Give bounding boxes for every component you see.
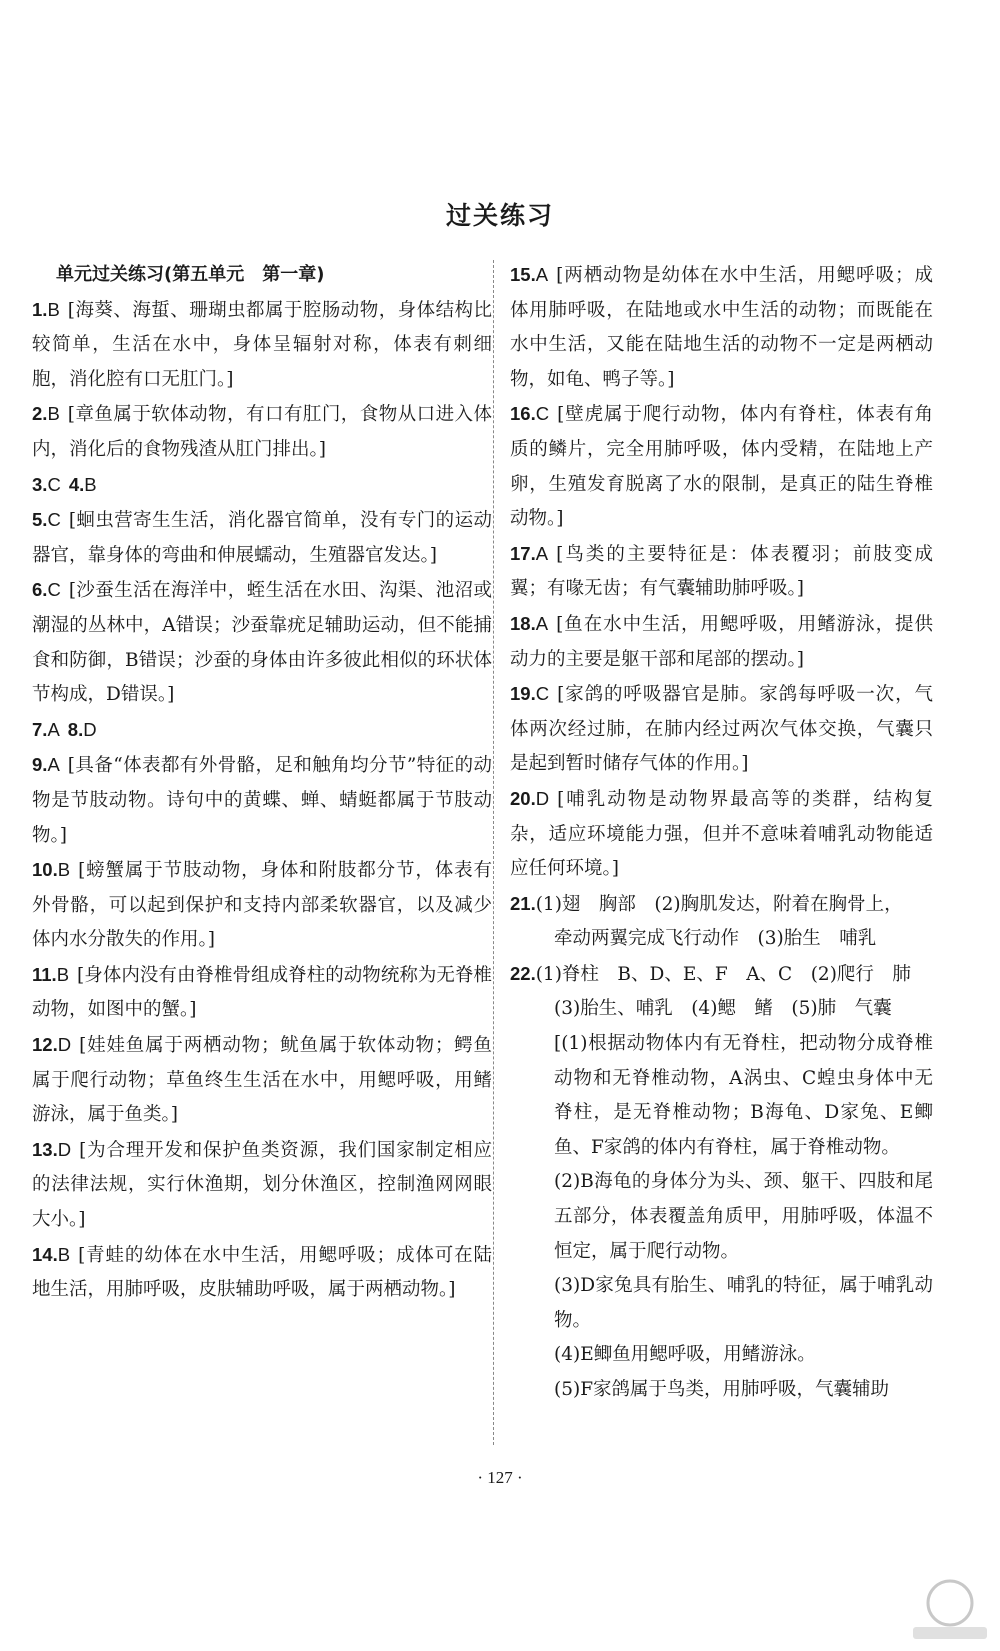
answer-item-22: 22.(1)脊柱 B、D、E、F A、C (2)爬行 肺 — [510, 962, 911, 985]
answer-item-15: 15.A [两栖动物是幼体在水中生活，用鳃呼吸；成体用肺呼吸，在陆地或水中生活的动物；而既能在水中生活，又能在陆地生活的动物不一定是两栖动物，如龟、鸭子等。] — [510, 264, 933, 390]
answer-item-2: 2.B [章鱼属于软体动物，有口有肛门，食物从口进入体内，消化后的食物残渣从肛门排出。] — [32, 403, 492, 460]
section-heading: 单元过关练习(第五单元 第一章) — [56, 264, 325, 285]
watermark-logo — [905, 1575, 995, 1645]
answer-item-16: 16.C [壁虎属于爬行动物，体内有脊柱，体表有角质的鳞片，完全用肺呼吸，体内受精，在陆地上产卵，生殖发育脱离了水的限制，是真正的陆生脊椎动物。] — [510, 403, 933, 530]
answer-item-14: 14.B [青蛙的幼体在水中生活，用鳃呼吸；成体可在陆地生活，用肺呼吸，皮肤辅助呼吸，属于两栖动物。] — [32, 1243, 492, 1301]
answer-item-12: 12.D [娃娃鱼属于两栖动物；鱿鱼属于软体动物；鳄鱼属于爬行动物；草鱼终生生活在水中，用鳃呼吸，用鳍游泳，属于鱼类。] — [32, 1034, 492, 1126]
answer-item-3-4: 3.C 4.B — [32, 473, 97, 495]
answer-item-11: 11.B [身体内没有由脊椎骨组成脊柱的动物统称为无脊椎动物，如图中的蟹。] — [32, 963, 492, 1021]
answer-item-22-cont: (3)胎生、哺乳 (4)鳃 鳍 (5)肺 气囊 — [554, 998, 892, 1020]
answer-item-13: 13.D [为合理开发和保护鱼类资源，我们国家制定相应的法律法规，实行休渔期，划分休渔区，控制渔网网眼大小。] — [32, 1138, 492, 1231]
explanation-1: [(1)根据动物体内有无脊柱，把动物分成脊椎动物和无脊椎动物，A涡虫、C蝗虫身体中无脊柱，是无脊椎动物；B海龟、D家兔、E鲫鱼、F家鸽的体内有脊柱，属于脊椎动物。 — [554, 1033, 933, 1158]
answer-item-21-cont: 牵动两翼完成飞行动作 (3)胎生 哺乳 — [554, 928, 877, 950]
explanation-3: (3)D家兔具有胎生、哺乳的特征，属于哺乳动物。 — [554, 1275, 933, 1331]
right-column — [510, 258, 933, 1408]
answer-item-18: 18.A [鱼在水中生活，用鳃呼吸，用鳍游泳，提供动力的主要是躯干部和尾部的摆动。] — [510, 612, 933, 670]
left-column — [32, 258, 492, 1308]
answer-item-1: 1.B [海葵、海蜇、珊瑚虫都属于腔肠动物，身体结构比较简单，生活在水中，身体呈辐射对称，体表有刺细胞，消化腔有口无肛门。] — [32, 298, 492, 390]
answer-item-6: 6.C [沙蚕生活在海洋中，蛭生活在水田、沟渠、池沼或潮湿的丛林中，A错误；沙蚕靠疣足辅助运动，但不能捕食和防御，B错误；沙蚕的身体由许多彼此相似的环状体节构成，D错误。] — [32, 579, 492, 706]
answer-item-5: 5.C [蛔虫营寄生生活，消化器官简单，没有专门的运动器官，靠身体的弯曲和伸展蠕动，生殖器官发达。] — [32, 509, 492, 566]
page-title: 过关练习 — [445, 201, 554, 230]
explanation-4: (4)E鲫鱼用鳃呼吸，用鳍游泳。 — [554, 1344, 816, 1366]
page-number: · 127 · — [477, 1468, 523, 1487]
answer-item-10: 10.B [螃蟹属于节肢动物，身体和附肢都分节，体表有外骨骼，可以起到保护和支持内部柔软器官，以及减少体内水分散失的作用。] — [32, 859, 492, 951]
answer-item-9: 9.A [具备“体表都有外骨骼，足和触角均分节”特征的动物是节肢动物。诗句中的黄蝶、蝉、蜻蜓都属于节肢动物。] — [32, 754, 492, 846]
answer-item-21: 21.(1)翅 胸部 (2)胸肌发达，附着在胸骨上， — [510, 892, 903, 915]
explanation-2: (2)B海龟的身体分为头、颈、躯干、四肢和尾五部分，体表覆盖角质甲，用肺呼吸，体温不恒定，属于爬行动物。 — [554, 1171, 933, 1262]
answer-item-19: 19.C [家鸽的呼吸器官是肺。家鸽每呼吸一次，气体两次经过肺，在肺内经过两次气体交换，气囊只是起到暂时储存气体的作用。] — [510, 683, 933, 775]
answer-item-17: 17.A [鸟类的主要特征是：体表覆羽；前肢变成翼；有喙无齿；有气囊辅助肺呼吸。] — [510, 542, 933, 600]
column-divider — [493, 260, 494, 1445]
answer-item-7-8: 7.A 8.D — [32, 718, 97, 740]
answer-item-20: 20.D [哺乳动物是动物界最高等的类群，结构复杂，适应环境能力强，但并不意味着哺乳动物能适应任何环境。] — [510, 787, 933, 880]
explanation-5: (5)F家鸽属于鸟类，用肺呼吸，气囊辅助 — [554, 1379, 890, 1400]
